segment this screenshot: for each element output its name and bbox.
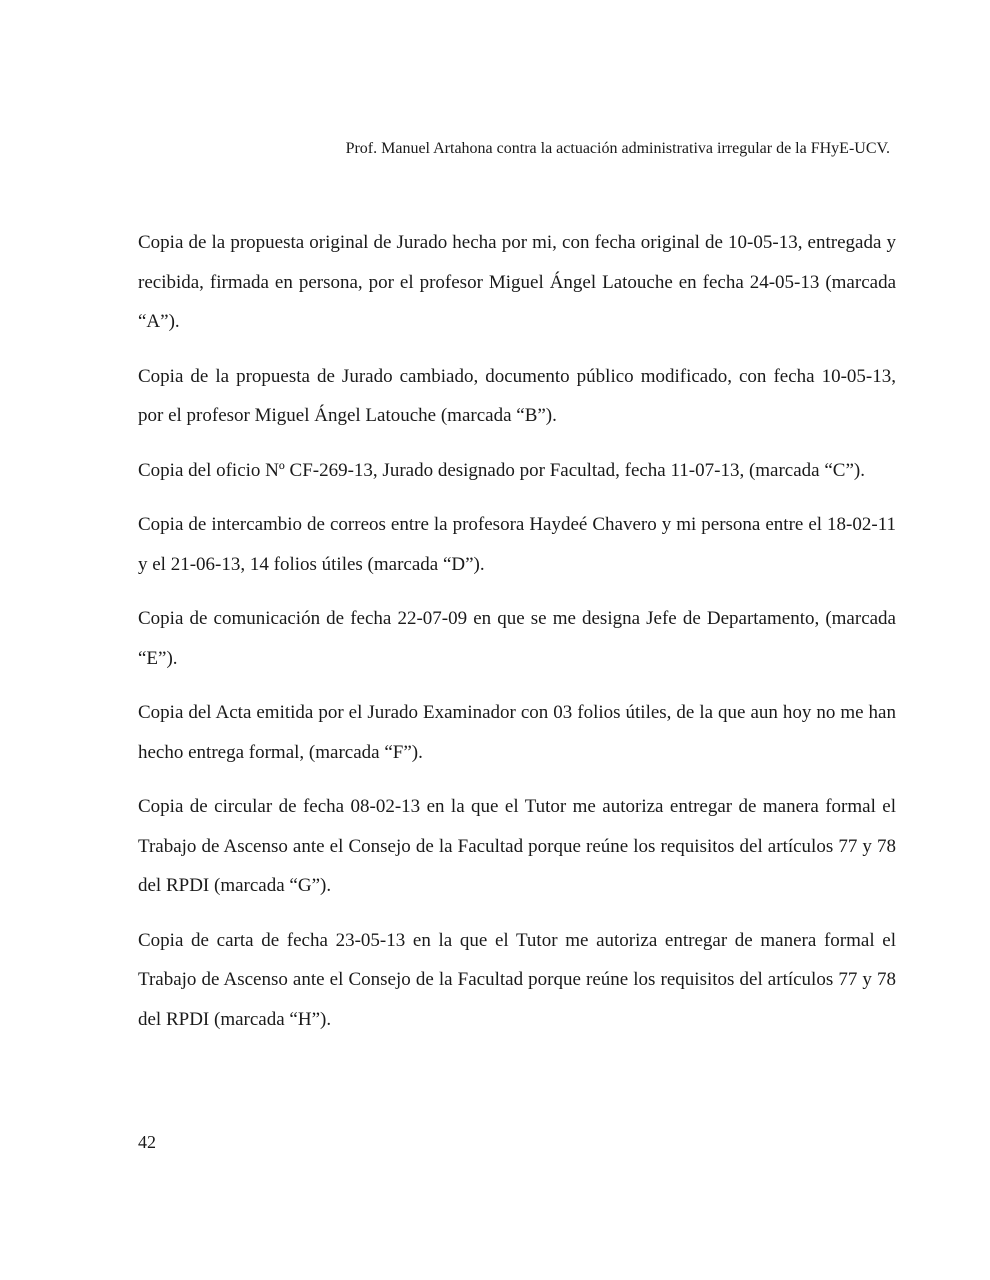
paragraph-marcada-g: Copia de circular de fecha 08-02-13 en la que el Tutor me autoriza entregar de manera formal el Trabajo de Ascenso ante el Consejo de la Facultad porque reúne los requisitos del artículos 77 y 78 del RPDI (marcada “G”). [138, 796, 896, 896]
paragraph-marcada-d: Copia de intercambio de correos entre la profesora Haydeé Chavero y mi persona entre el 18-02-11 y el 21-06-13, 14 folios útiles (marcada “D”). [138, 514, 896, 575]
paragraph-marcada-f: Copia del Acta emitida por el Jurado Examinador con 03 folios útiles, de la que aun hoy no me han hecho entrega formal, (marcada “F”). [138, 702, 896, 763]
running-header: Prof. Manuel Artahona contra la actuación administrativa irregular de la FHyE-UCV. [345, 140, 890, 157]
paragraph-marcada-h: Copia de carta de fecha 23-05-13 en la que el Tutor me autoriza entregar de manera formal el Trabajo de Ascenso ante el Consejo de la Facultad porque reúne los requisitos del artículos 77 y 78 del RPDI (marcada “H”). [138, 929, 896, 1030]
paragraph-marcada-a: Copia de la propuesta original de Jurado hecha por mi, con fecha original de 10-05-13, entregada y recibida, firmada en persona, por el profesor Miguel Ángel Latouche en fecha 24-05-13 (marcada “A”). [138, 232, 896, 332]
document-body [138, 223, 896, 1054]
page-number: 42 [138, 1132, 156, 1152]
paragraph-marcada-c: Copia del oficio Nº CF-269-13, Jurado designado por Facultad, fecha 11-07-13, (marcada “C”). [138, 459, 865, 481]
paragraph-marcada-e: Copia de comunicación de fecha 22-07-09 en que se me designa Jefe de Departamento, (marcada “E”). [138, 608, 896, 669]
paragraph-marcada-b: Copia de la propuesta de Jurado cambiado, documento público modificado, con fecha 10-05-13, por el profesor Miguel Ángel Latouche (marcada “B”). [138, 365, 896, 426]
